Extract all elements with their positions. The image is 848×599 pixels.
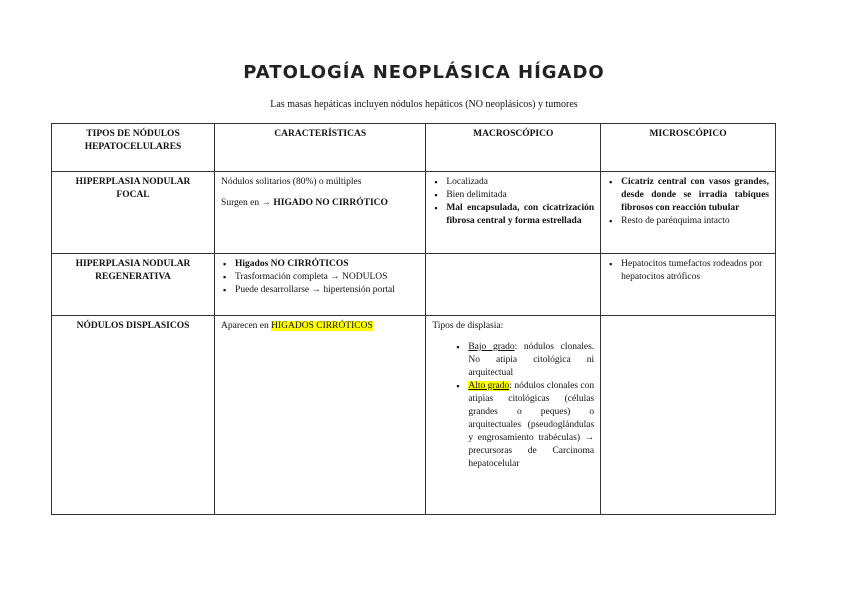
header-microscopico: MICROSCÓPICO xyxy=(601,124,776,172)
cell-caracteristicas xyxy=(215,316,426,515)
text-span-bold: HIGADO NO CIRRÓTICO xyxy=(273,198,388,208)
row-label: HIPERPLASIA NODULAR REGENERATIVA xyxy=(52,254,215,316)
list-item: ▪ Puede desarrollarse → hipertensión portal xyxy=(235,284,419,297)
cell-macroscopico xyxy=(426,254,601,316)
list-item: ▪ Hepatocitos tumefactos rodeados por hepatocitos atróficos xyxy=(621,258,769,284)
bullet-list xyxy=(432,341,594,471)
list-item xyxy=(468,341,594,380)
document-subtitle: Las masas hepáticas incluyen nódulos hepáticos (NO neoplásicos) y tumores xyxy=(270,99,578,110)
text-span: Aparecen en xyxy=(221,321,272,331)
underlined-label: Bajo grado xyxy=(468,342,515,352)
bullet-list xyxy=(607,258,769,284)
header-macroscopico: MACROSCÓPICO xyxy=(426,124,601,172)
header-tipos: TIPOS DE NÓDULOS HEPATOCELULARES xyxy=(52,124,215,172)
document-title: PATOLOGÍA NEOPLÁSICA HÍGADO xyxy=(243,62,605,83)
list-item: ▪ Cicatriz central con vasos grandes, desde donde se irradia tabiques fibrosos con reacción tubular xyxy=(621,176,769,215)
text-span: : nódulos clonales. No atipia citológica ni arquitectual xyxy=(468,342,595,378)
bullet-list xyxy=(221,258,419,297)
list-item: ▪ Higados NO CIRRÓTICOS xyxy=(235,258,419,271)
list-item: ▪ Trasformación completa → NODULOS xyxy=(235,271,419,284)
cell-caracteristicas xyxy=(215,254,426,316)
table-row xyxy=(52,316,776,515)
cell-microscopico xyxy=(601,316,776,515)
text-span: : nódulos clonales con atipias citológicas (células grandes o peques) o arquitectuales (pseudoglándulas y engrosamiento trabéculas) → precursoras de Carcinoma hepatocelular xyxy=(468,381,595,469)
header-caracteristicas: CARACTERÍSTICAS xyxy=(215,124,426,172)
table-header-row xyxy=(52,124,776,172)
cell-macroscopico xyxy=(426,316,601,515)
row-label: HIPERPLASIA NODULAR FOCAL xyxy=(52,172,215,254)
cell-text xyxy=(221,197,419,210)
bullet-list xyxy=(432,176,594,228)
list-item: ▪ Mal encapsulada, con cicatrización fibrosa central y forma estrellada xyxy=(446,202,594,228)
cell-text xyxy=(221,320,419,333)
cell-text: Tipos de displasia: xyxy=(432,321,504,331)
highlighted-text: HIGADOS CIRRÓTICOS xyxy=(271,321,373,331)
list-item: ▪ Resto de parénquima intacto xyxy=(621,215,769,228)
row-label: NÓDULOS DISPLASICOS xyxy=(52,316,215,515)
cell-macroscopico xyxy=(426,172,601,254)
cell-caracteristicas xyxy=(215,172,426,254)
bullet-list xyxy=(607,176,769,228)
list-item xyxy=(468,380,594,471)
liver-nodules-table xyxy=(51,123,776,515)
cell-microscopico xyxy=(601,172,776,254)
cell-microscopico xyxy=(601,254,776,316)
table-row xyxy=(52,254,776,316)
text-span: Surgen en → xyxy=(221,198,274,208)
cell-text: Nódulos solitarios (80%) o múltiples xyxy=(221,177,362,187)
table-row xyxy=(52,172,776,254)
highlighted-underlined-label: Alto grado xyxy=(468,381,510,391)
list-item: ▪ Localizada xyxy=(446,176,594,189)
list-item: ▪ Bien delimitada xyxy=(446,189,594,202)
